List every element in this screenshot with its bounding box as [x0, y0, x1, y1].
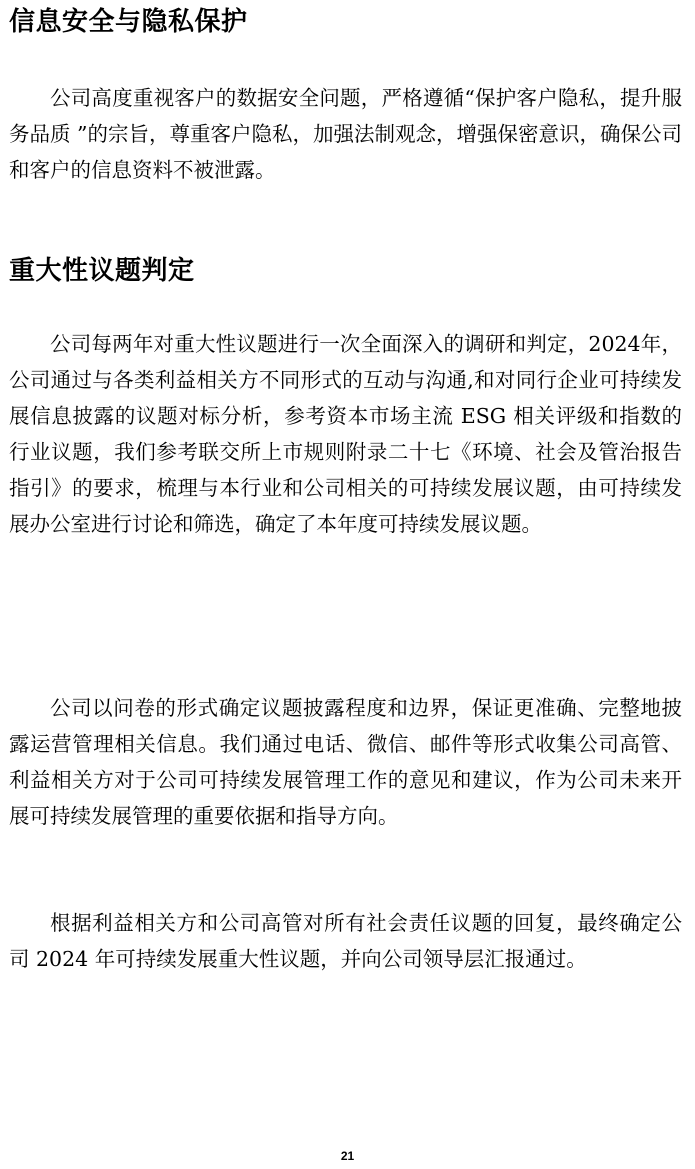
section-title-materiality: 重大性议题判定 — [9, 256, 195, 286]
paragraph-information-security: 公司高度重视客户的数据安全问题，严格遵循“保护客户隐私，提升服务品质 ”的宗旨，尊重客户隐私，加强法制观念，增强保密意识，确保公司和客户的信息资料不被泄露。 — [9, 86, 682, 182]
paragraph-materiality-questionnaire: 公司以问卷的形式确定议题披露程度和边界，保证更准确、完整地披露运营管理相关信息。我们通过电话、微信、邮件等形式收集公司高管、利益相关方对于公司可持续发展管理工作的意见和建议，作为公司未来开展可持续发展管理的重要依据和指导方向。 — [9, 696, 682, 828]
paragraph-materiality-conclusion: 根据利益相关方和公司高管对所有社会责任议题的回复，最终确定公司 2024 年可持续发展重大性议题，并向公司领导层汇报通过。 — [9, 911, 682, 971]
paragraph-materiality-research: 公司每两年对重大性议题进行一次全面深入的调研和判定，2024年，公司通过与各类利益相关方不同形式的互动与沟通,和对同行企业可持续发展信息披露的议题对标分析，参考资本市场主流 ESG 相关评级和指数的行业议题，我们参考联交所上市规则附录二十七《环境、社会及管治报告指引》的要求，梳理与本行业和公司相关的可持续发展议题，由可持续发展办公室进行讨论和筛选，确定了本年度可持续发展议题。 — [9, 332, 682, 536]
page-number: 21 — [340, 1149, 355, 1163]
section-title-information-security: 信息安全与隐私保护 — [9, 7, 248, 37]
